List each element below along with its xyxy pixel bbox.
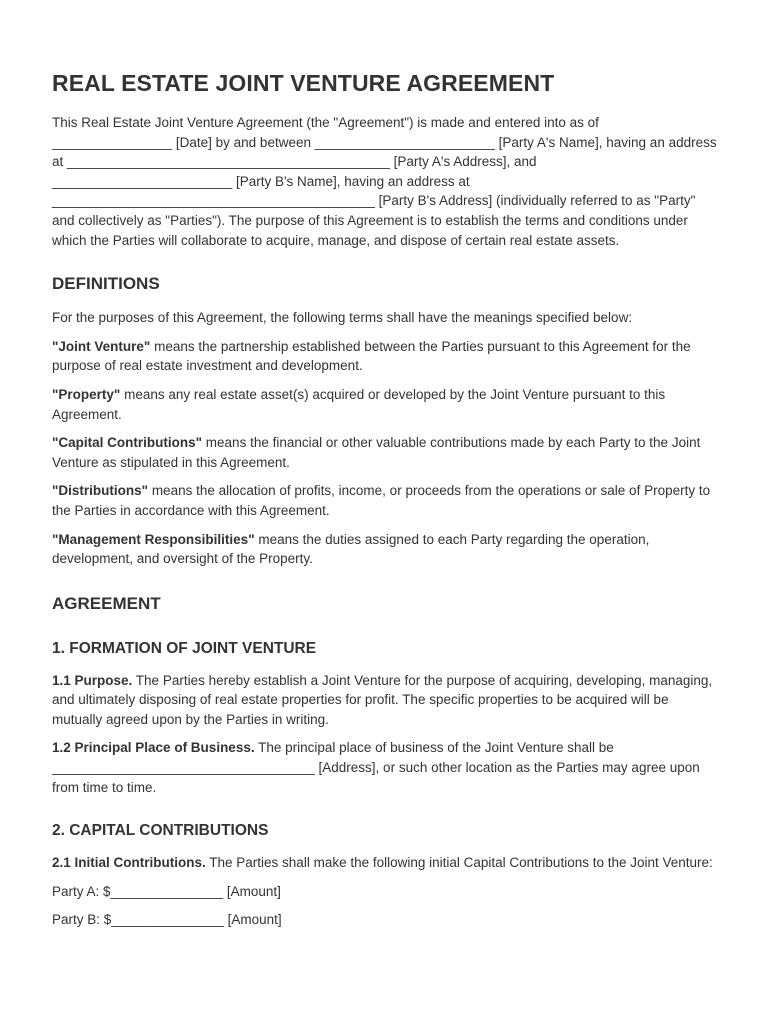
definition-text: means the allocation of profits, income, or proceeds from the operations or sale of Property to the Parties in accordance with this Agreement.: [52, 483, 711, 518]
document-title: REAL ESTATE JOINT VENTURE AGREEMENT: [52, 70, 555, 96]
definition-management-responsibilities: [52, 530, 718, 569]
clause-label: 1.2 Principal Place of Business.: [52, 740, 255, 756]
definition-capital-contributions: [52, 433, 718, 472]
definitions-lead: For the purposes of this Agreement, the following terms shall have the meanings specified below:: [52, 310, 633, 326]
clause-label: 2.1 Initial Contributions.: [52, 855, 206, 871]
clause-1-1: [52, 671, 718, 730]
section-2-heading: 2. CAPITAL CONTRIBUTIONS: [52, 822, 269, 840]
definition-text: means the partnership established between the Parties pursuant to this Agreement for the purpose of real estate investment and development.: [52, 338, 691, 374]
clause-text: The principal place of business of the Joint Venture shall be ___________________________________ [Address], or such other location as the Parties may agree upon from time to time.: [52, 740, 700, 795]
definition-text: means the financial or other valuable contributions made by each Party to the Joint Venture as stipulated in this Agreement.: [52, 435, 701, 470]
clause-label: 1.1 Purpose.: [52, 672, 133, 688]
definitions-heading: DEFINITIONS: [52, 274, 160, 294]
definition-term: "Management Responsibilities": [52, 531, 255, 547]
definition-distributions: [52, 481, 718, 520]
section-1-heading: 1. FORMATION OF JOINT VENTURE: [52, 639, 317, 657]
agreement-heading: AGREEMENT: [52, 593, 161, 613]
definition-term: "Capital Contributions": [52, 435, 203, 451]
definition-term: "Distributions": [52, 483, 149, 499]
clause-2-1: [52, 853, 718, 873]
definition-text: means any real estate asset(s) acquired or developed by the Joint Venture pursuant to this Agreement.: [52, 386, 666, 422]
party-a-contribution: Party A: $_______________ [Amount]: [52, 883, 281, 899]
definition-property: [52, 385, 718, 424]
party-b-contribution: Party B: $_______________ [Amount]: [52, 912, 282, 928]
definition-text: means the duties assigned to each Party regarding the operation, development, and oversight of the Property.: [52, 531, 650, 567]
clause-1-2: [52, 738, 718, 797]
definition-term: "Joint Venture": [52, 338, 151, 354]
definition-term: "Property": [52, 386, 121, 402]
clause-text: The Parties hereby establish a Joint Venture for the purpose of acquiring, developing, managing, and ultimately disposing of real estate properties for profit. The specific properties to be acquired will be mutually agreed upon by the Parties in writing.: [52, 672, 713, 727]
definition-joint-venture: [52, 337, 718, 376]
clause-text: The Parties shall make the following initial Capital Contributions to the Joint Venture:: [205, 855, 713, 871]
intro-paragraph: This Real Estate Joint Venture Agreement (the "Agreement") is made and entered into as of ________________ [Date] by and between ________________________ [Party A's Name], having an address at ___________________________________________ [Party A's Address], and ________________________ [Party B's Name], having an address at ___________________________________________ [Party B's Address] (individually referred to as "Party" and collectively as "Parties"). The purpose of this Agreement is to establish the terms and conditions under which the Parties will collaborate to acquire, manage, and dispose of certain real estate assets.: [52, 115, 717, 248]
